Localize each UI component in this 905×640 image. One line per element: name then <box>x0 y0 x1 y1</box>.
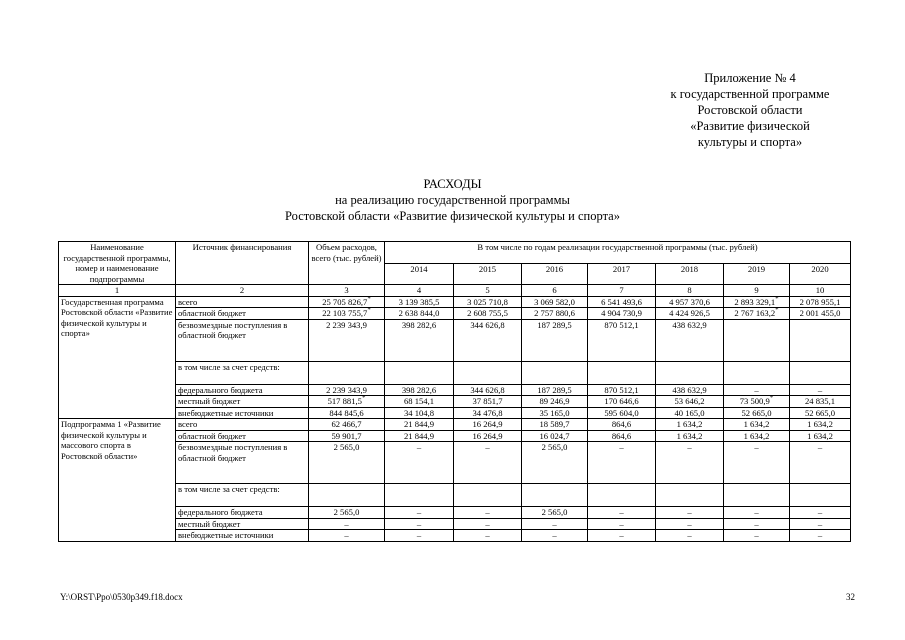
amount-cell <box>724 530 790 542</box>
amount-value: – <box>687 530 692 540</box>
amount-cell <box>522 308 588 320</box>
footnote-mark: * <box>769 395 774 403</box>
amount-value: – <box>552 518 557 529</box>
footnote-mark: * <box>361 395 366 403</box>
amount-cell <box>656 530 724 542</box>
document-heading <box>0 176 905 224</box>
column-number: 10 <box>790 285 851 297</box>
amount-cell <box>656 518 724 530</box>
amount-cell <box>309 308 385 320</box>
amount-value: 1 634,2 <box>807 419 833 429</box>
amount-cell <box>385 407 454 419</box>
amount-cell <box>522 419 588 431</box>
amount-value: 3 069 582,0 <box>534 296 575 307</box>
amount-cell <box>588 396 656 408</box>
amount-cell <box>790 319 851 361</box>
amount-value: – <box>485 518 490 529</box>
amount-cell <box>724 430 790 442</box>
amount-cell <box>309 507 385 519</box>
amount-value: 2 078 955,1 <box>799 296 841 307</box>
amount-cell <box>385 384 454 396</box>
heading-title: РАСХОДЫ <box>423 177 482 191</box>
funding-source-cell: местный бюджет <box>176 396 309 408</box>
table-row <box>59 518 851 530</box>
amount-value: – <box>754 384 759 395</box>
amount-value: 2 239 343,9 <box>326 384 367 395</box>
amount-cell <box>790 530 851 542</box>
amount-cell <box>656 384 724 396</box>
amount-value: 438 632,9 <box>672 384 707 395</box>
amount-cell <box>588 407 656 419</box>
amount-cell <box>724 384 790 396</box>
amount-cell <box>724 296 790 308</box>
amount-value: 2 239 343,9 <box>326 319 367 330</box>
amount-value: – <box>619 507 624 517</box>
amount-cell <box>790 308 851 320</box>
amount-cell <box>309 530 385 542</box>
appendix-line: «Развитие физической <box>690 119 810 133</box>
amount-value: 37 851,7 <box>472 396 503 406</box>
amount-value: – <box>416 530 422 540</box>
amount-cell <box>454 430 522 442</box>
amount-value: 344 626,8 <box>470 384 505 395</box>
column-number: 5 <box>454 285 522 297</box>
table-row <box>59 419 851 431</box>
amount-value: – <box>416 518 422 529</box>
amount-cell <box>385 530 454 542</box>
amount-value: 21 844,9 <box>403 430 435 441</box>
amount-value: – <box>416 507 422 517</box>
table-row <box>59 308 851 320</box>
amount-value: 34 476,8 <box>472 407 503 418</box>
amount-value: 62 466,7 <box>331 419 362 429</box>
appendix-line: культуры и спорта» <box>697 135 803 149</box>
amount-cell <box>309 407 385 419</box>
amount-cell <box>790 296 851 308</box>
amount-cell <box>385 518 454 530</box>
amount-cell <box>309 384 385 396</box>
column-number: 4 <box>385 285 454 297</box>
amount-value: 438 632,9 <box>672 319 707 330</box>
amount-cell <box>522 384 588 396</box>
heading-subtitle: Ростовской области «Развитие физической культуры и спорта» <box>285 209 620 223</box>
amount-cell <box>454 384 522 396</box>
amount-cell <box>385 308 454 320</box>
amount-cell <box>454 419 522 431</box>
amount-value: 4 957 370,6 <box>669 296 710 307</box>
amount-value: – <box>485 507 490 517</box>
amount-value: 1 634,2 <box>676 419 703 429</box>
header-year: 2019 <box>724 263 790 285</box>
amount-cell <box>656 442 724 484</box>
amount-cell <box>588 430 656 442</box>
amount-value: 187 289,5 <box>537 319 572 330</box>
amount-value: 16 264,9 <box>472 419 503 429</box>
amount-cell <box>454 407 522 419</box>
program-name-cell: Подпрограмма 1 «Развитие физической культуры и массового спорта в Ростовской области» <box>59 419 176 542</box>
amount-value: – <box>485 530 490 540</box>
amount-cell <box>309 484 385 507</box>
amount-cell <box>309 419 385 431</box>
amount-value: 3 025 710,8 <box>467 296 508 307</box>
header-name: Наименование государственной программы, номер и наименование подпрограммы <box>59 242 176 285</box>
amount-value: – <box>416 442 422 452</box>
amount-value: 52 665,0 <box>804 407 836 418</box>
header-years-group: В том числе по годам реализации государственной программы (тыс. рублей) <box>385 242 851 264</box>
amount-cell <box>309 442 385 484</box>
column-number: 8 <box>656 285 724 297</box>
header-year: 2014 <box>385 263 454 285</box>
amount-value: – <box>344 518 349 529</box>
appendix-line: Приложение № 4 <box>704 71 796 85</box>
amount-cell <box>522 484 588 507</box>
amount-cell <box>588 530 656 542</box>
header-year: 2018 <box>656 263 724 285</box>
amount-cell <box>656 308 724 320</box>
amount-cell <box>309 319 385 361</box>
amount-cell <box>454 442 522 484</box>
amount-cell <box>385 507 454 519</box>
amount-cell <box>724 407 790 419</box>
header-source: Источник финансирования <box>176 242 309 285</box>
amount-cell <box>656 319 724 361</box>
amount-value: 1 634,2 <box>743 419 770 429</box>
amount-value: 4 904 730,9 <box>601 308 642 318</box>
amount-value: 398 282,6 <box>401 384 437 395</box>
amount-cell <box>454 518 522 530</box>
amount-value: 16 264,9 <box>472 430 503 441</box>
amount-cell <box>790 518 851 530</box>
amount-value: 870 512,1 <box>604 384 639 395</box>
funding-source-cell: областной бюджет <box>176 430 309 442</box>
amount-value: – <box>817 442 823 452</box>
amount-cell <box>724 319 790 361</box>
footnote-mark: * <box>775 296 779 303</box>
table-row <box>59 396 851 408</box>
amount-cell <box>454 319 522 361</box>
funding-source-cell: в том числе за счет средств: <box>176 361 309 384</box>
amount-cell <box>790 407 851 419</box>
amount-cell <box>724 419 790 431</box>
amount-value: – <box>619 442 624 452</box>
column-number: 7 <box>588 285 656 297</box>
amount-cell <box>309 396 385 408</box>
table-row <box>59 296 851 308</box>
funding-source-cell: местный бюджет <box>176 518 309 530</box>
amount-cell <box>385 419 454 431</box>
amount-value: – <box>817 384 823 395</box>
funding-source-cell: всего <box>176 419 309 431</box>
amount-cell <box>588 507 656 519</box>
amount-value: 2 757 880,6 <box>534 308 575 318</box>
amount-cell <box>309 361 385 384</box>
amount-cell <box>790 442 851 484</box>
amount-value: – <box>754 442 759 452</box>
amount-cell <box>385 442 454 484</box>
amount-value: – <box>754 507 759 517</box>
header-year: 2016 <box>522 263 588 285</box>
funding-source-cell: безвозмездные поступления в областной бюджет <box>176 319 309 361</box>
table-row <box>59 384 851 396</box>
amount-value: 34 104,8 <box>403 407 435 418</box>
amount-value: 25 705 826,7 <box>322 296 368 307</box>
amount-value: 1 634,2 <box>743 430 770 441</box>
amount-cell <box>309 430 385 442</box>
amount-cell <box>724 518 790 530</box>
amount-value: 16 024,7 <box>539 430 570 441</box>
footnote-mark: * <box>367 307 371 315</box>
amount-value: 2 767 163,2 <box>734 308 776 318</box>
amount-cell <box>790 430 851 442</box>
amount-cell <box>454 484 522 507</box>
column-number: 1 <box>59 285 176 297</box>
footer-file-path: Y:\ORST\Ppo\0530p349.f18.docx <box>60 592 183 602</box>
amount-value: 2 565,0 <box>333 442 360 452</box>
amount-value: – <box>817 530 823 540</box>
amount-cell <box>588 361 656 384</box>
amount-value: 2 638 844,0 <box>398 308 440 318</box>
amount-cell <box>724 507 790 519</box>
amount-cell <box>588 419 656 431</box>
amount-cell <box>656 419 724 431</box>
appendix-line: к государственной программе <box>670 87 830 101</box>
table-row <box>59 530 851 542</box>
amount-value: 1 634,2 <box>676 430 703 441</box>
amount-cell <box>588 319 656 361</box>
amount-cell <box>724 361 790 384</box>
amount-cell <box>385 319 454 361</box>
header-year: 2015 <box>454 263 522 285</box>
amount-cell <box>385 361 454 384</box>
amount-cell <box>724 484 790 507</box>
amount-cell <box>309 518 385 530</box>
table-row <box>59 442 851 484</box>
amount-cell <box>454 530 522 542</box>
amount-value: 2 001 455,0 <box>799 308 841 318</box>
header-year: 2020 <box>790 263 851 285</box>
expenses-table <box>58 241 851 542</box>
amount-value: – <box>687 507 692 517</box>
amount-cell <box>522 530 588 542</box>
amount-cell <box>385 396 454 408</box>
amount-cell <box>454 296 522 308</box>
funding-source-cell: федерального бюджета <box>176 384 309 396</box>
column-number: 2 <box>176 285 309 297</box>
amount-value: – <box>817 518 823 529</box>
footnote-mark: * <box>775 307 779 315</box>
amount-value: 517 881,5 <box>327 396 362 406</box>
amount-cell <box>588 484 656 507</box>
table-row <box>59 407 851 419</box>
heading-subtitle: на реализацию государственной программы <box>335 193 570 207</box>
table-row <box>59 484 851 507</box>
amount-cell <box>656 361 724 384</box>
header-year: 2017 <box>588 263 656 285</box>
amount-cell <box>790 419 851 431</box>
amount-value: 21 844,9 <box>403 419 435 429</box>
amount-cell <box>522 319 588 361</box>
amount-cell <box>385 296 454 308</box>
header-total: Объем расходов, всего (тыс. рублей) <box>309 242 385 285</box>
amount-value: 24 835,1 <box>804 396 836 406</box>
amount-value: – <box>687 518 692 529</box>
table-row <box>59 361 851 384</box>
amount-cell <box>522 442 588 484</box>
amount-value: 18 589,7 <box>539 419 570 429</box>
funding-source-cell: областной бюджет <box>176 308 309 320</box>
appendix-note <box>630 70 870 150</box>
amount-value: 187 289,5 <box>537 384 572 395</box>
amount-cell <box>656 407 724 419</box>
amount-cell <box>588 308 656 320</box>
funding-source-cell: внебюджетные источники <box>176 530 309 542</box>
program-name-cell: Государственная программа Ростовской области «Развитие физической культуры и спорта» <box>59 296 176 419</box>
amount-cell <box>588 296 656 308</box>
footnote-mark: * <box>367 296 371 303</box>
amount-value: 4 424 926,5 <box>669 308 710 318</box>
amount-cell <box>588 384 656 396</box>
column-number: 6 <box>522 285 588 297</box>
amount-value: 844 845,6 <box>329 407 364 418</box>
amount-cell <box>790 396 851 408</box>
table-body <box>59 296 851 541</box>
funding-source-cell: внебюджетные источники <box>176 407 309 419</box>
table-row <box>59 507 851 519</box>
amount-value: 59 901,7 <box>331 430 362 441</box>
amount-cell <box>309 296 385 308</box>
amount-value: – <box>687 442 692 452</box>
amount-cell <box>454 361 522 384</box>
amount-value: 89 246,9 <box>539 396 570 406</box>
amount-value: – <box>619 530 624 540</box>
amount-cell <box>724 308 790 320</box>
amount-value: 2 608 755,5 <box>467 308 508 318</box>
amount-value: 52 665,0 <box>741 407 772 418</box>
amount-cell <box>656 396 724 408</box>
amount-cell <box>454 507 522 519</box>
amount-value: 1 634,2 <box>807 430 833 441</box>
amount-value: 2 565,0 <box>541 507 568 517</box>
amount-value: 73 500,9 <box>739 396 770 406</box>
amount-value: – <box>754 518 759 529</box>
amount-cell <box>385 484 454 507</box>
amount-value: 595 604,0 <box>604 407 639 418</box>
amount-value: 2 565,0 <box>541 442 568 452</box>
amount-value: – <box>817 507 823 517</box>
amount-value: 870 512,1 <box>604 319 639 330</box>
amount-cell <box>656 296 724 308</box>
column-number: 3 <box>309 285 385 297</box>
amount-cell <box>656 484 724 507</box>
amount-cell <box>522 296 588 308</box>
amount-cell <box>790 361 851 384</box>
amount-cell <box>790 384 851 396</box>
amount-cell <box>656 507 724 519</box>
amount-value: – <box>485 442 490 452</box>
column-number: 9 <box>724 285 790 297</box>
appendix-line: Ростовской области <box>697 103 803 117</box>
amount-value: 3 139 385,5 <box>398 296 440 307</box>
amount-cell <box>522 507 588 519</box>
table-row <box>59 430 851 442</box>
page-number: 32 <box>846 592 855 602</box>
amount-cell <box>790 507 851 519</box>
amount-value: – <box>754 530 759 540</box>
amount-value: 344 626,8 <box>470 319 505 330</box>
amount-cell <box>454 396 522 408</box>
amount-value: 2 565,0 <box>333 507 360 517</box>
amount-cell <box>522 407 588 419</box>
funding-source-cell: безвозмездные поступления в областной бюджет <box>176 442 309 484</box>
amount-value: 68 154,1 <box>403 396 435 406</box>
amount-cell <box>724 396 790 408</box>
amount-value: 864,6 <box>611 430 632 441</box>
amount-cell <box>522 396 588 408</box>
amount-cell <box>454 308 522 320</box>
amount-value: 864,6 <box>611 419 632 429</box>
funding-source-cell: всего <box>176 296 309 308</box>
amount-cell <box>724 442 790 484</box>
amount-cell <box>588 518 656 530</box>
funding-source-cell: в том числе за счет средств: <box>176 484 309 507</box>
amount-value: 22 103 755,7 <box>322 308 368 318</box>
amount-value: 170 646,6 <box>604 396 639 406</box>
amount-value: 40 165,0 <box>674 407 705 418</box>
amount-cell <box>522 430 588 442</box>
amount-value: 53 646,2 <box>674 396 705 406</box>
amount-value: – <box>344 530 349 540</box>
funding-source-cell: федерального бюджета <box>176 507 309 519</box>
amount-value: 2 893 329,1 <box>734 296 776 307</box>
amount-cell <box>790 484 851 507</box>
amount-value: 35 165,0 <box>539 407 570 418</box>
amount-value: 398 282,6 <box>401 319 437 330</box>
amount-value: – <box>619 518 624 529</box>
amount-cell <box>522 518 588 530</box>
table-row <box>59 319 851 361</box>
amount-cell <box>656 430 724 442</box>
amount-value: 6 541 493,6 <box>601 296 642 307</box>
amount-cell <box>522 361 588 384</box>
amount-value: – <box>552 530 557 540</box>
amount-cell <box>588 442 656 484</box>
amount-cell <box>385 430 454 442</box>
